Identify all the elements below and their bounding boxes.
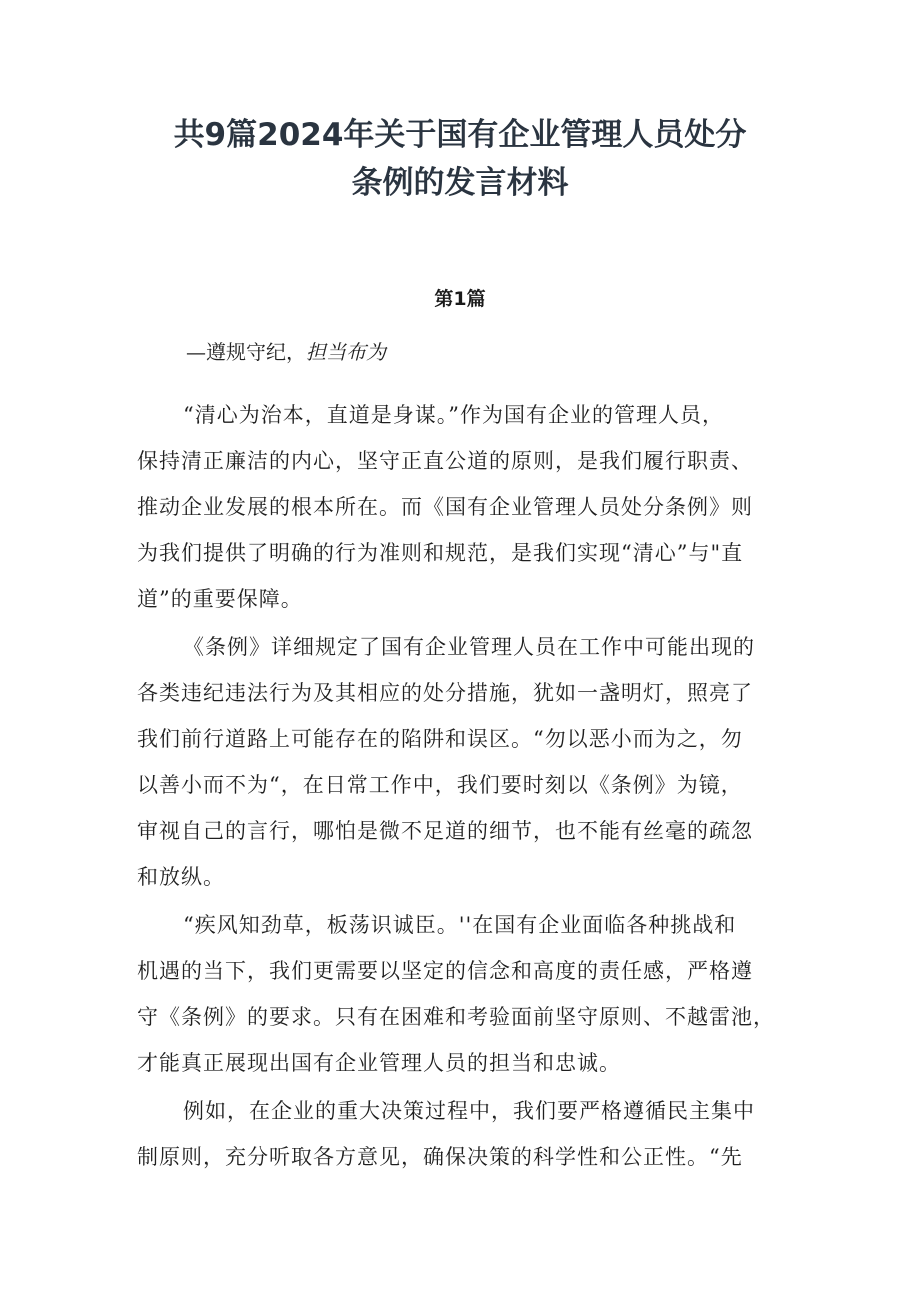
- paragraph-line: 守《条例》的要求。只有在困难和考验面前坚守原则、不越雷池，: [137, 1005, 775, 1029]
- paragraph: [137, 902, 797, 1086]
- paragraph-line: 为我们提供了明确的行为准则和规范，是我们实现“清心”与"直: [137, 541, 744, 565]
- paragraph-line: 我们前行道路上可能存在的陷阱和误区。“勿以恶小而为之，勿: [137, 727, 743, 751]
- paragraph: [137, 392, 797, 622]
- paragraph-line: 以善小而不为“，在日常工作中，我们要时刻以《条例》为镜，: [137, 773, 743, 797]
- section-heading: 第1篇: [434, 288, 486, 310]
- paragraph-line: 和放纵。: [137, 865, 225, 889]
- document-title-line-2: 条例的发言材料: [351, 165, 569, 201]
- paragraph-line: 例如，在企业的重大决策过程中，我们要严格遵循民主集中: [183, 1099, 755, 1123]
- document-title-line-1: 共9篇2024年关于国有企业管理人员处分: [173, 117, 747, 153]
- paragraph-line: 推动企业发展的根本所在。而《国有企业管理人员处分条例》则: [137, 495, 753, 519]
- paragraph-line: 制原则，充分听取各方意见，确保决策的科学性和公正性。“先: [137, 1145, 743, 1169]
- paragraph-line: 保持清正廉洁的内心，坚守正直公道的原则，是我们履行职责、: [137, 449, 753, 473]
- paragraph-line: 机遇的当下，我们更需要以坚定的信念和高度的责任感，严格遵: [137, 959, 753, 983]
- paragraph: [137, 624, 797, 900]
- subtitle-plain: —遵规守纪，: [186, 340, 306, 364]
- subtitle-italic: 担当布为: [306, 340, 386, 364]
- paragraph-line: 道”的重要保障。: [137, 587, 303, 611]
- paragraph-line: 《条例》详细规定了国有企业管理人员在工作中可能出现的: [183, 635, 755, 659]
- paragraph-line: 各类违纪违法行为及其相应的处分措施，犹如一盏明灯，照亮了: [137, 681, 753, 705]
- paragraph-line: 审视自己的言行，哪怕是微不足道的细节，也不能有丝毫的疏忽: [137, 819, 753, 843]
- section-subtitle: [186, 336, 386, 365]
- paragraph-line: 才能真正展现出国有企业管理人员的担当和忠诚。: [137, 1051, 621, 1075]
- paragraph: [137, 1088, 797, 1180]
- paragraph-line: “疾风知劲草，板荡识诚臣。''在国有企业面临各种挑战和: [183, 913, 737, 937]
- paragraph-line: “清心为治本，直道是身谋。”作为国有企业的管理人员，: [183, 403, 724, 427]
